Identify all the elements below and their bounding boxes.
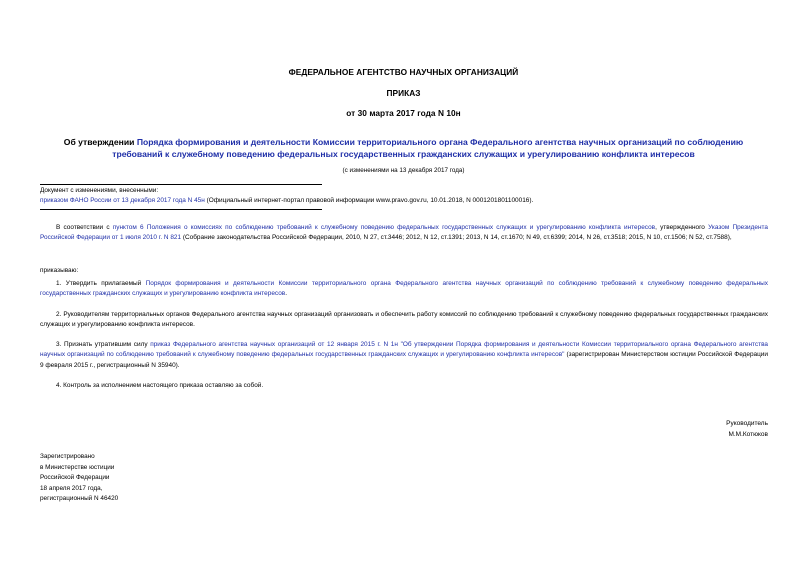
divider-top	[40, 184, 322, 185]
document-title	[40, 137, 767, 160]
item-2	[40, 310, 768, 331]
item-3	[40, 340, 768, 371]
doc-type-heading: ПРИКАЗ	[386, 88, 421, 98]
registration-line-2: в Министерстве юстиции	[40, 463, 115, 471]
item-3-text-2: (зарегистрирован Министерством юстиции Российской Федерации 9 февраля 2015 г., регистрационный N 35940).	[40, 351, 769, 369]
changes-block	[40, 186, 768, 207]
changes-rest: (Официальный интернет-портал правовой информации www.pravo.gov.ru, 10.01.2018, N 0001201801100016).	[204, 197, 534, 205]
divider-bottom	[40, 209, 322, 210]
title-prefix: Об утверждении	[63, 137, 137, 147]
agency-heading: ФЕДЕРАЛЬНОЕ АГЕНТСТВО НАУЧНЫХ ОРГАНИЗАЦИЙ	[288, 67, 519, 77]
item-4	[40, 381, 768, 391]
item-3-link[interactable]: приказ Федерального агентства научных организаций от 12 января 2015 г. N 1н "Об утверждении Порядка формирования и деятельности Комиссии территориального органа Федерального агентства научных организаций по соблюдению требований к служебному поведению федеральных государственных гражданских служащих и урегулированию конфликта интересов"	[40, 341, 768, 359]
changes-label: Документ с изменениями, внесенными:	[40, 187, 159, 194]
orders-label: приказываю:	[40, 267, 79, 274]
preamble-text-2: , утвержденного	[655, 224, 709, 231]
item-4-text: 4. Контроль за исполнением настоящего приказа оставляю за собой.	[56, 382, 264, 389]
item-1-text-2: .	[285, 290, 288, 298]
registration-line-3: Российской Федерации	[40, 474, 110, 481]
date-number-heading: от 30 марта 2017 года N 10н	[346, 108, 461, 118]
item-1-text-1: 1. Утвердить прилагаемый	[56, 280, 146, 287]
signature-name: М.М.Котюков	[728, 431, 768, 438]
amendments-note: (с изменениями на 13 декабря 2017 года)	[342, 167, 465, 174]
signature-block	[726, 418, 768, 440]
title-link[interactable]: Порядка формирования и деятельности Комиссии территориального органа Федерального агентства научных организаций по соблюдению требований к служебному поведению федеральных государственных гражданских служащих и урегулированию конфликта интересов	[112, 137, 744, 159]
item-1-link[interactable]: Порядок формирования и деятельности Комиссии территориального органа Федерального агентства научных организаций по соблюдению требований к служебному поведению федеральных государственных гражданских служащих и урегулированию конфликта интересов	[40, 280, 768, 298]
preamble-text-3: (Собрание законодательства Российской Федерации, 2010, N 27, ст.3446; 2012, N 12, ст.1391; 2013, N 14, ст.1670; N 49, ст.6399; 2014, N 26, ст.3518; 2015, N 10, ст.1506; N 52, ст.7588),	[181, 234, 732, 242]
preamble-paragraph	[40, 223, 768, 244]
registration-line-1: Зарегистрировано	[40, 453, 95, 460]
changes-line	[40, 196, 768, 206]
registration-line-4: 18 апреля 2017 года,	[40, 484, 103, 492]
preamble-link-2[interactable]: Указом Президента Российской Федерации от 1 июля 2010 г. N 821	[40, 224, 768, 242]
item-2-text: 2. Руководителям территориальных органов Федерального агентства научных организаций организовать и обеспечить работу комиссий по соблюдению требований к служебному поведению федеральных государственных гражданских служащих и урегулированию конфликта интересов.	[40, 311, 768, 329]
item-3-text-1: 3. Признать утратившим силу	[56, 341, 151, 348]
changes-link[interactable]: приказом ФАНО России от 13 декабря 2017 года N 45н	[40, 197, 205, 205]
registration-line-5: регистрационный N 46420	[40, 495, 119, 502]
preamble-text-1: В соответствии с	[56, 224, 113, 231]
signature-position: Руководитель	[726, 420, 768, 427]
registration-block	[40, 452, 118, 505]
preamble-link-1[interactable]: пунктом 6 Положения о комиссиях по соблюдению требований к служебному поведению федеральных государственных служащих и урегулированию конфликта интересов	[112, 224, 656, 231]
item-1	[40, 279, 768, 300]
